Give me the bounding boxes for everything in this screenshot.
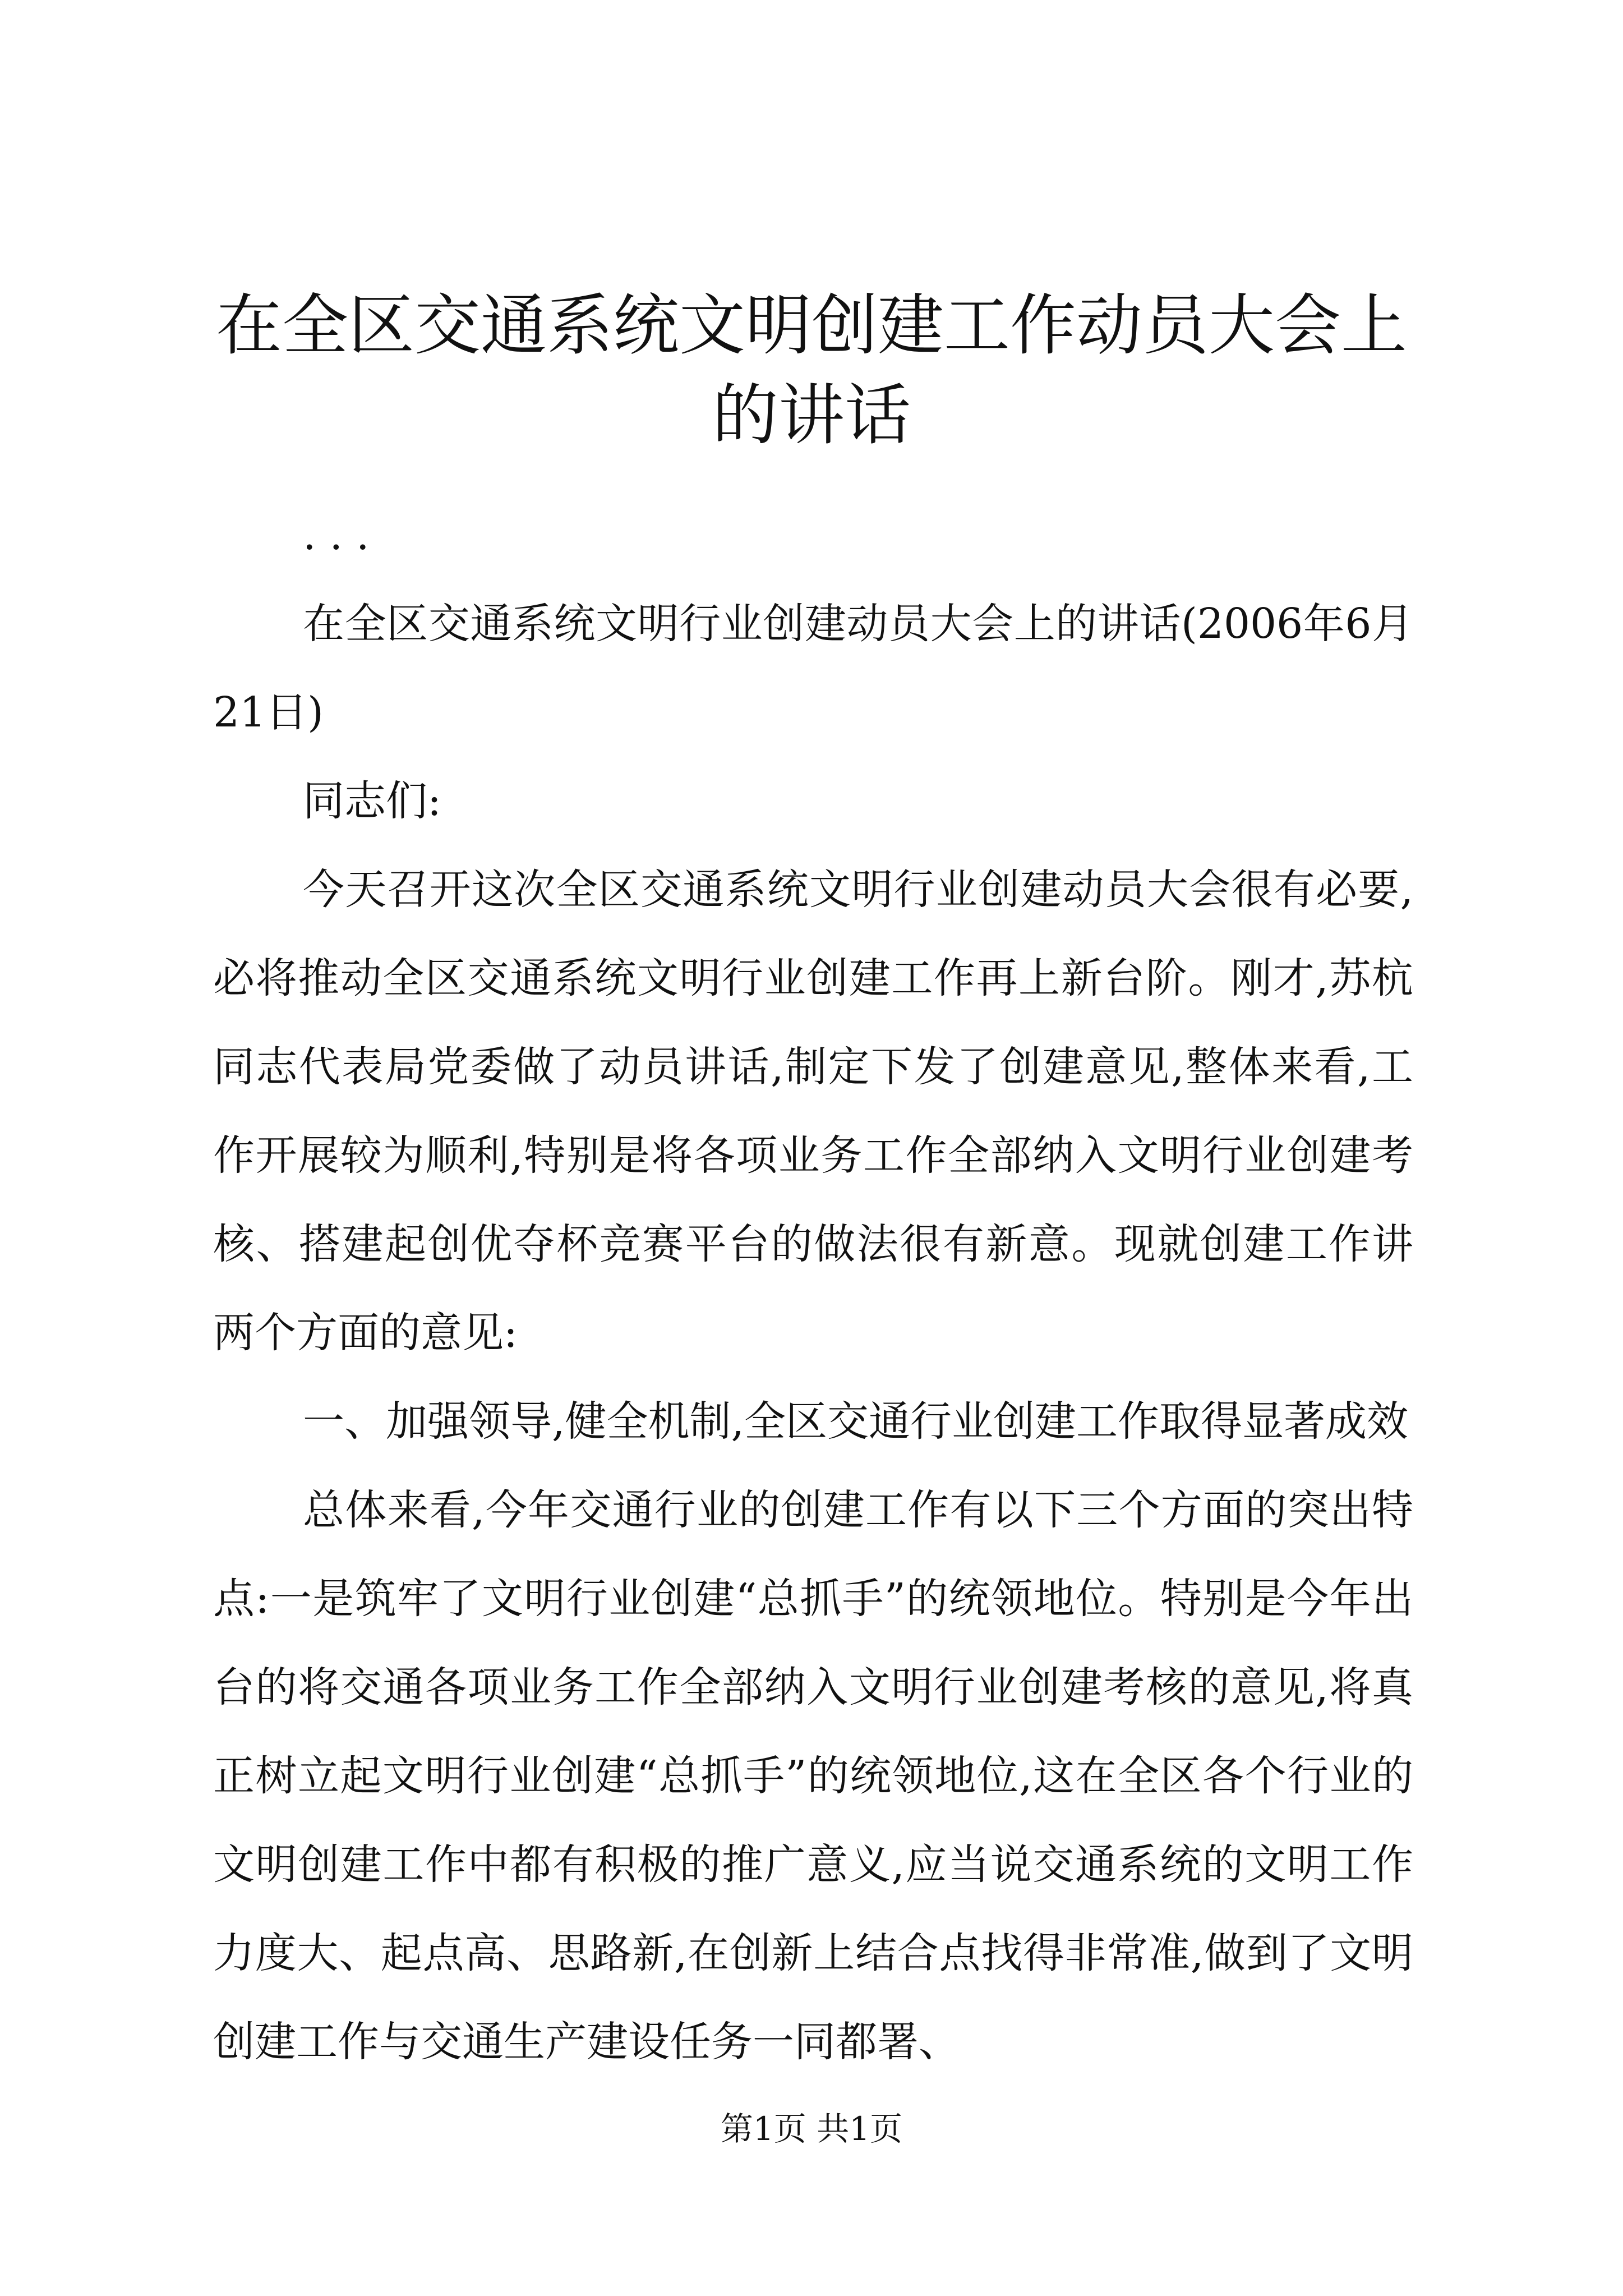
document-title: 在全区交通系统文明创建工作动员大会上的讲话 — [215, 287, 1407, 454]
page-footer: 第1页 共1页 — [720, 2110, 903, 2148]
document-body — [213, 491, 1413, 2086]
body-paragraph: 总体来看,今年交通行业的创建工作有以下三个方面的突出特点:一是筑牢了文明行业创建“总抓手”的统领地位。特别是今年出台的将交通各项业务工作全部纳入文明行业创建考核的意见,将真正树立起文明行业创建“总抓手”的统领地位,这在全区各个行业的文明创建工作中都有积极的推广意义,应当说交通系统的文明工作力度大、起点高、思路新,在创新上结合点找得非常准,做到了文明创建工作与交通生产建设任务一同都署、 — [213, 1486, 1413, 2066]
salutation-paragraph: 同志们: — [303, 777, 441, 825]
ellipsis-line: ... — [303, 511, 383, 559]
speech-heading-paragraph: 在全区交通系统文明行业创建动员大会上的讲话(2006年6月21日) — [213, 600, 1413, 737]
intro-paragraph: 今天召开这次全区交通系统文明行业创建动员大会很有必要,必将推动全区交通系统文明行业创建工作再上新台阶。刚才,苏杭同志代表局党委做了动员讲话,制定下发了创建意见,整体来看,工作开展较为顺利,特别是将各项业务工作全部纳入文明行业创建考核、搭建起创优夺杯竞赛平台的做法很有新意。现就创建工作讲两个方面的意见: — [213, 866, 1413, 1357]
section-heading-1: 一、加强领导,健全机制,全区交通行业创建工作取得显著成效 — [303, 1397, 1409, 1446]
